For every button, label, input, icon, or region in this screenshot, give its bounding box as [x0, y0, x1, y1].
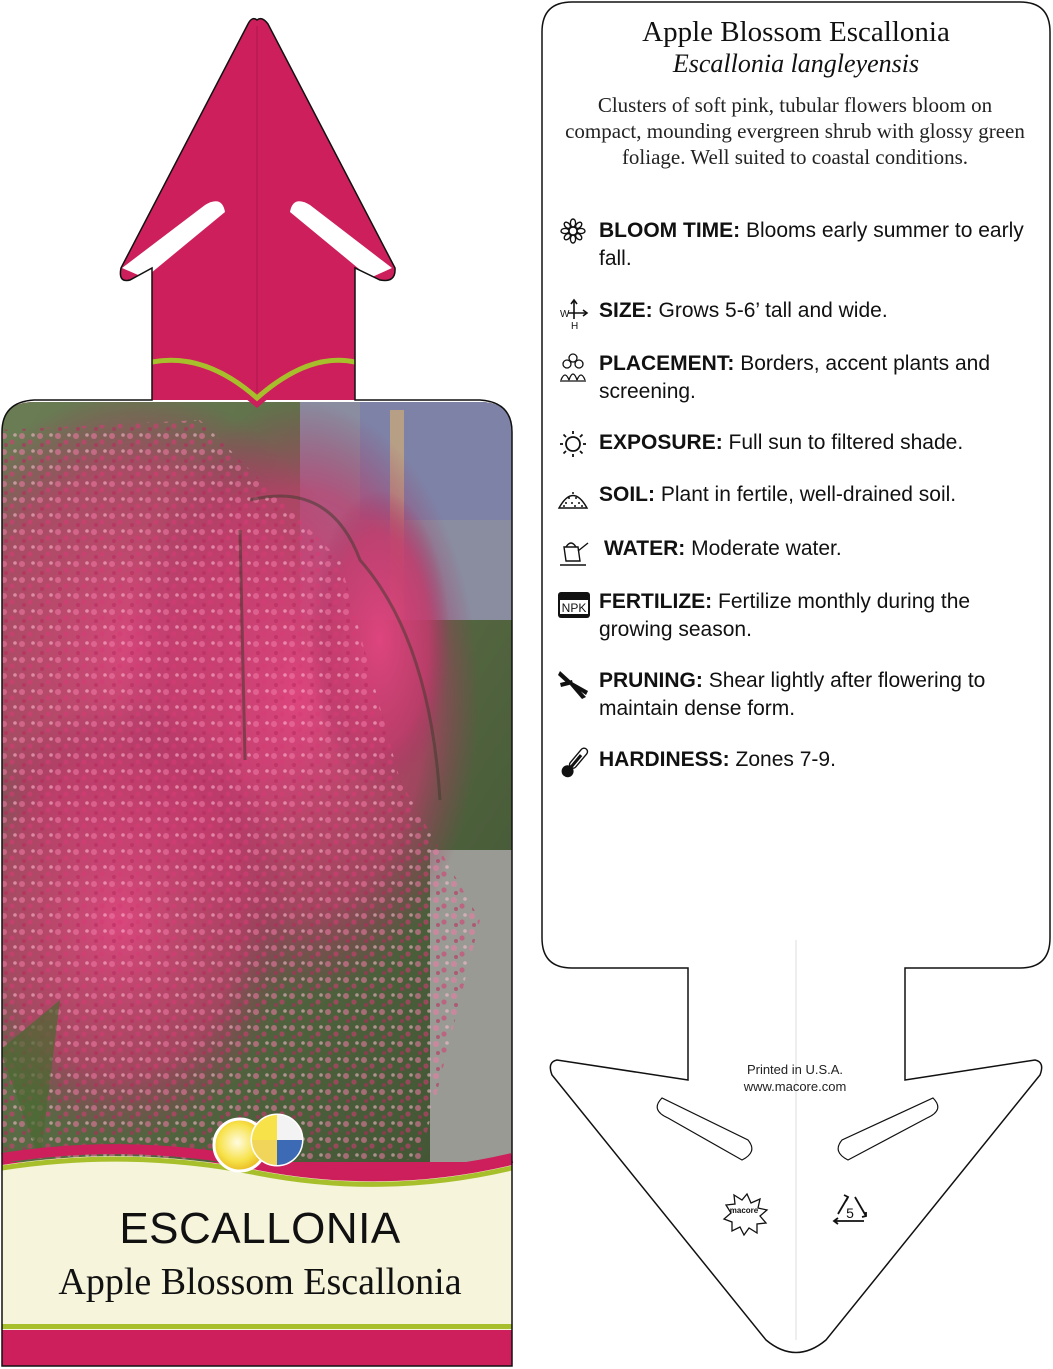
soil-icon: [556, 481, 594, 517]
care-label: SOIL:: [599, 483, 655, 506]
recycle-number: 5: [846, 1205, 854, 1221]
care-label: EXPOSURE:: [599, 431, 723, 454]
care-value: Fertilize monthly during the growing season.: [599, 590, 971, 641]
care-label: FERTILIZE:: [599, 590, 713, 613]
care-label: PRUNING:: [599, 669, 703, 692]
front-common-name: Apple Blossom Escallonia: [58, 1261, 462, 1303]
printed-in-text: Printed in U.S.A.: [746, 1062, 844, 1077]
front-genus-name: ESCALLONIA: [119, 1204, 401, 1253]
care-label: HARDINESS:: [599, 748, 730, 771]
size-icon: [556, 297, 594, 333]
sun-icon: [556, 429, 594, 465]
care-label: WATER:: [604, 537, 686, 560]
care-value: Shear lightly after flowering to maintain dense form.: [599, 669, 986, 720]
back-common-name: Apple Blossom Escallonia: [642, 16, 950, 48]
care-value: Plant in fertile, well-drained soil.: [660, 483, 957, 506]
printer-credit: [690, 1061, 900, 1095]
plant-description: Clusters of soft pink, tubular flowers bloom on compact, mounding evergreen shrub with glossy green foliage. Well suited to coastal conditions.: [565, 93, 1025, 169]
thermometer-icon: [556, 746, 594, 782]
care-label: SIZE:: [599, 299, 653, 322]
printer-website: www.macore.com: [743, 1079, 847, 1094]
care-value: Full sun to filtered shade.: [728, 431, 964, 454]
size-width-letter: W: [560, 309, 570, 320]
flower-icon: [556, 217, 594, 253]
npk-label: NPK: [561, 601, 587, 615]
care-value: Grows 5-6’ tall and wide.: [658, 299, 888, 322]
watering-can-icon: [556, 535, 594, 571]
care-value: Blooms early summer to early fall.: [599, 219, 1024, 270]
plants-icon: [556, 350, 594, 386]
macore-logo-text: macore: [729, 1206, 759, 1215]
care-label: BLOOM TIME:: [599, 219, 741, 242]
npk-icon: [556, 588, 594, 624]
care-value: Borders, accent plants and screening.: [599, 352, 991, 403]
size-height-letter: H: [571, 321, 579, 332]
botanical-name: Escallonia langleyensis: [672, 49, 920, 78]
care-value: Moderate water.: [691, 537, 842, 560]
pruners-icon: [556, 667, 594, 703]
care-label: PLACEMENT:: [599, 352, 735, 375]
care-value: Zones 7-9.: [735, 748, 836, 771]
